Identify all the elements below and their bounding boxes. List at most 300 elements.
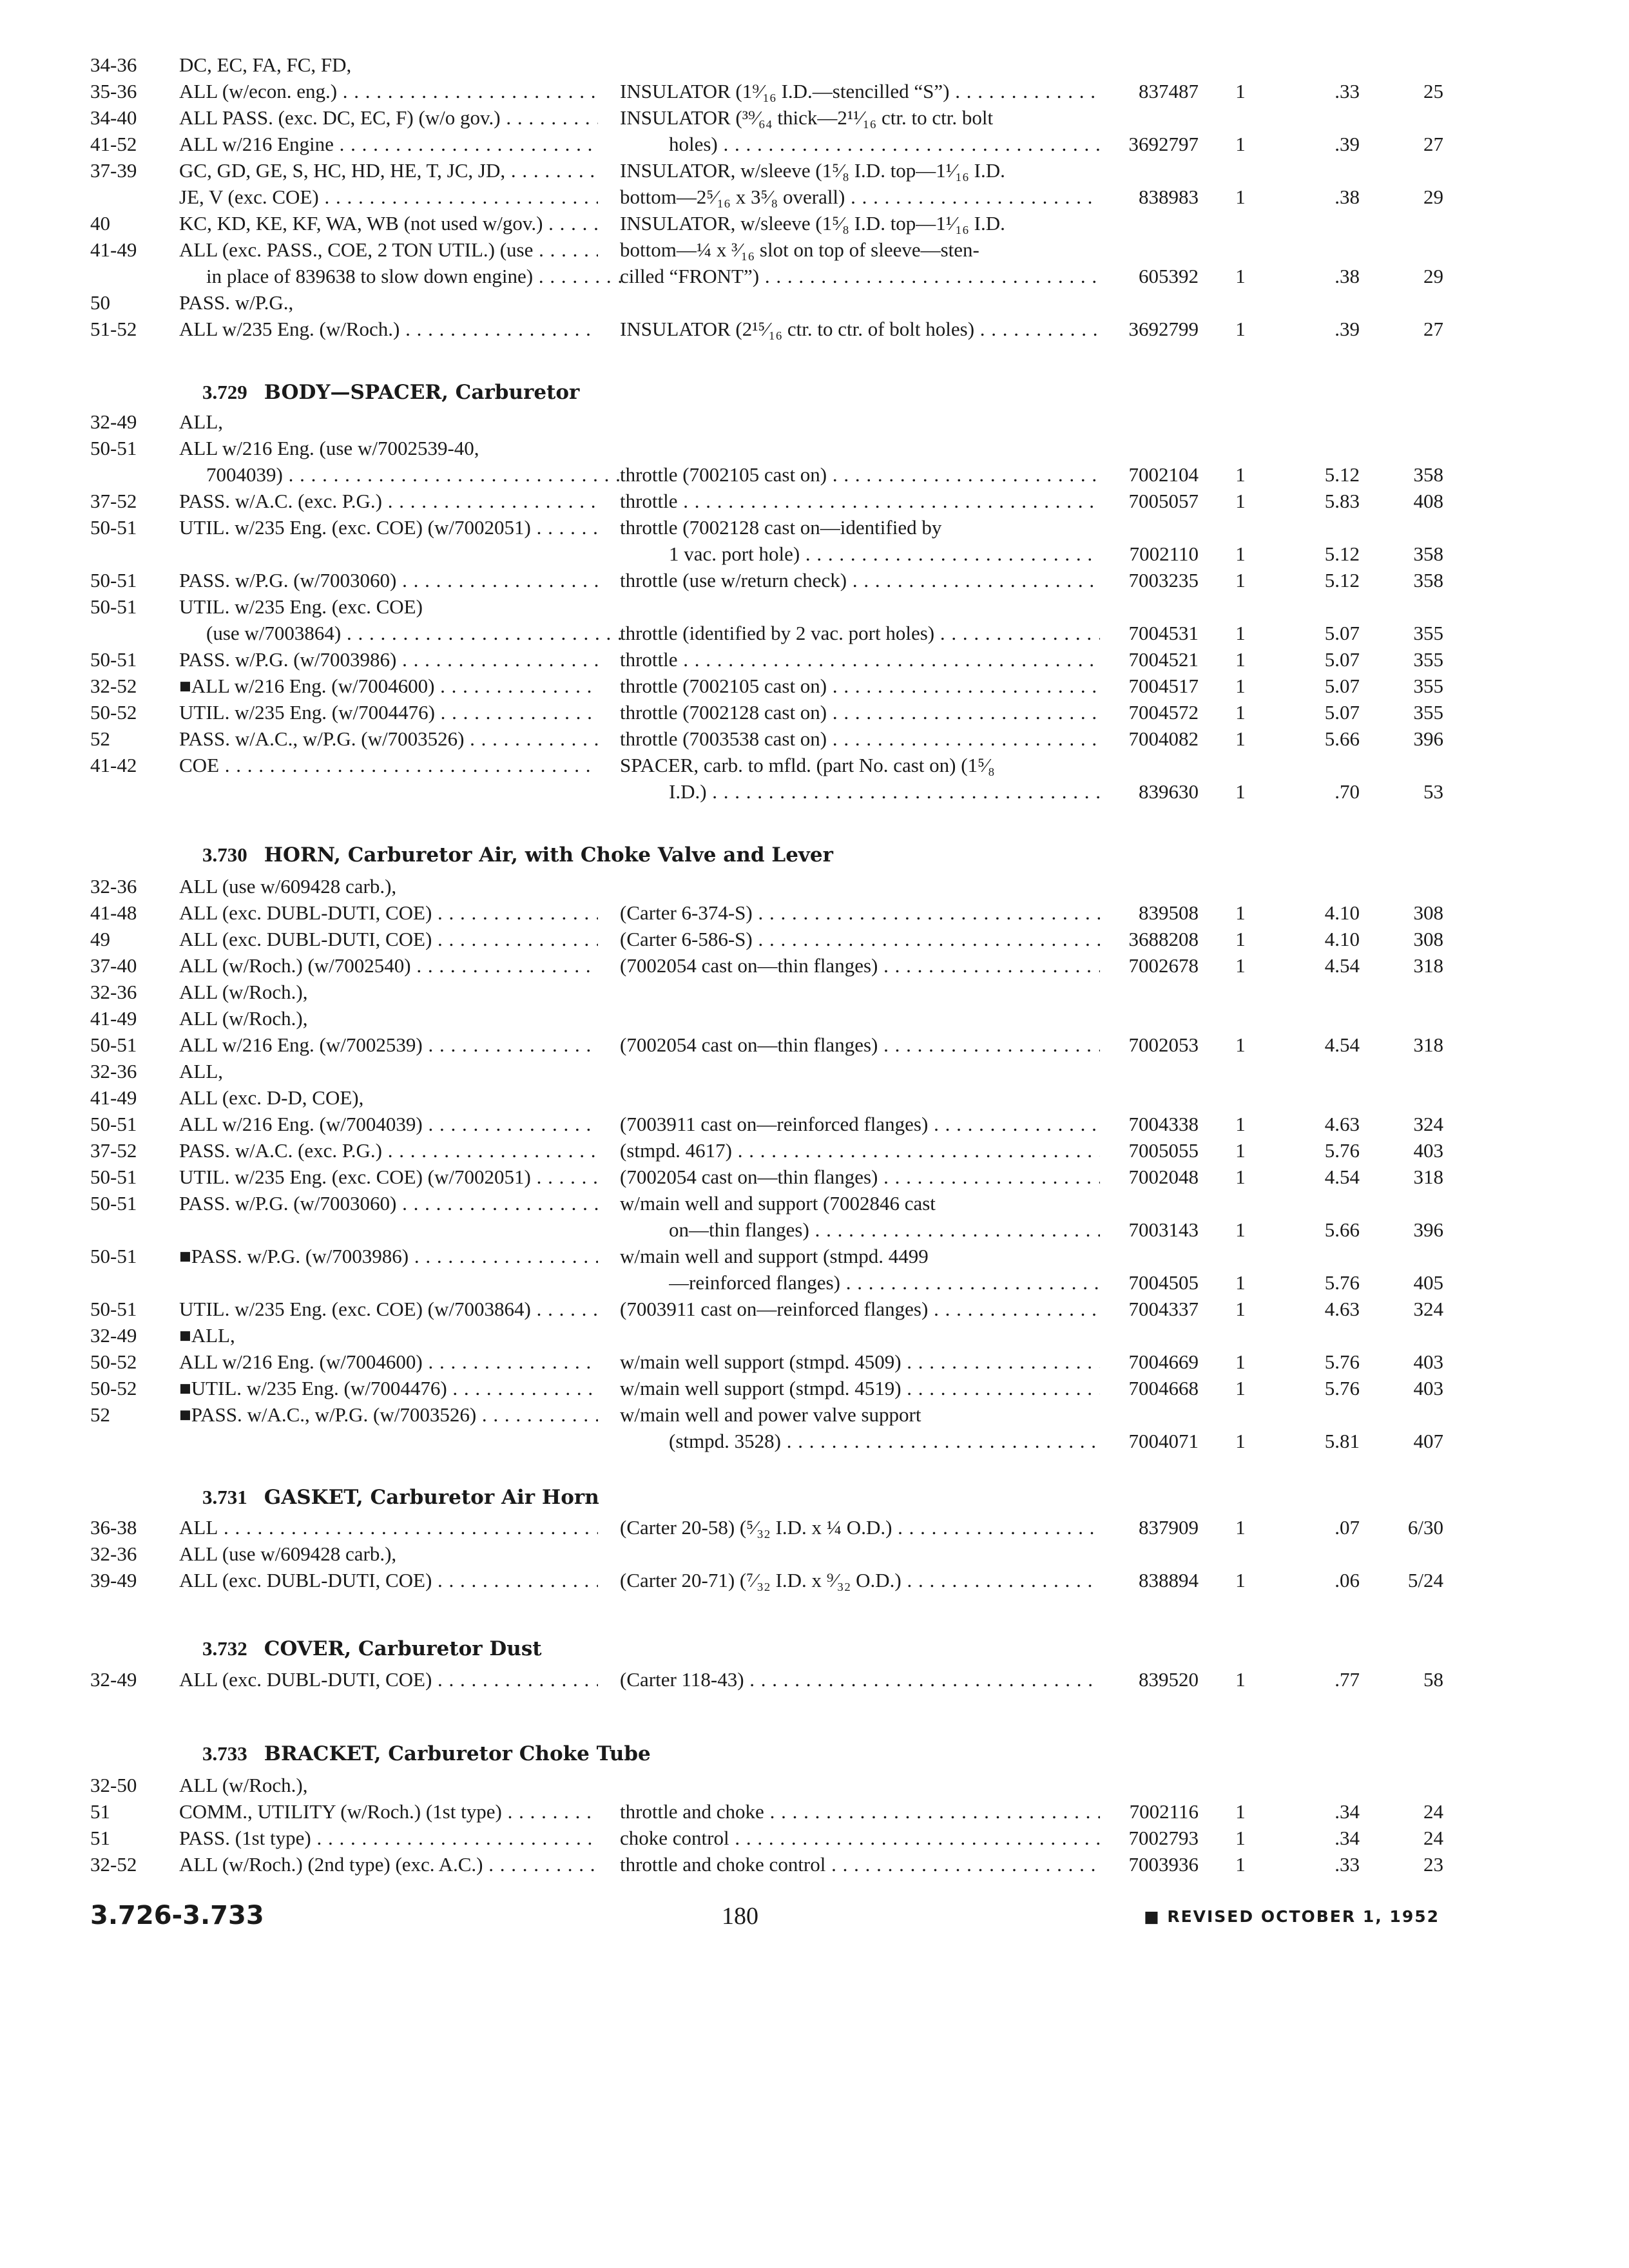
year-range: 37-40 (90, 954, 137, 977)
model-application: ALL PASS. (exc. DC, EC, F) (w/o gov.) . . . (179, 104, 598, 131)
part-description: w/main well and support (stmpd. 4499 (620, 1245, 929, 1267)
table-row (0, 461, 1629, 488)
list-price: 5.07 (1324, 675, 1360, 697)
model-application: ALL (w/Roch.), (179, 1774, 308, 1796)
quantity: 1 (1235, 133, 1246, 155)
part-description: w/main well and support (7002846 cast (620, 1192, 936, 1215)
quantity: 1 (1235, 727, 1246, 750)
list-price: 5.07 (1324, 701, 1360, 724)
footer-revised-date: ■ REVISED OCTOBER 1, 1952 (1144, 1907, 1440, 1926)
part-description: throttle and choke control . . . (620, 1851, 1100, 1878)
year-range: 32-50 (90, 1774, 137, 1796)
section-number: 3.729 (202, 381, 247, 403)
quantity: 1 (1235, 1350, 1246, 1373)
part-number: 7003936 (1128, 1853, 1199, 1876)
list-price: 5.66 (1324, 1218, 1360, 1241)
table-row (0, 1825, 1629, 1851)
quantity: 1 (1235, 648, 1246, 671)
weight: 308 (1413, 901, 1443, 924)
part-number: 7004337 (1128, 1298, 1199, 1320)
weight: 396 (1413, 727, 1443, 750)
model-application: UTIL. w/235 Eng. (exc. COE) (w/7003864) . . . (179, 1296, 598, 1322)
year-range: 50-52 (90, 701, 137, 724)
part-description: bottom—2⁵⁄₁₆ x 3⁵⁄₈ overall) . . . (620, 184, 1100, 210)
list-price: 4.63 (1324, 1113, 1360, 1135)
weight: 405 (1413, 1271, 1443, 1294)
model-application: ALL w/216 Eng. (w/7002539) . . . (179, 1032, 598, 1058)
part-number: 7002110 (1129, 543, 1199, 565)
list-price: 5.76 (1324, 1377, 1360, 1399)
model-application: ALL, (179, 1060, 224, 1082)
year-range: 32-49 (90, 410, 137, 433)
part-number: 7002793 (1128, 1827, 1199, 1849)
table-row (0, 157, 1629, 184)
year-range: 32-52 (90, 675, 137, 697)
weight: 27 (1423, 133, 1443, 155)
section-title: BODY—SPACER, Carburetor (264, 381, 580, 404)
part-description: holes) . . . (669, 131, 1100, 157)
table-row (0, 1401, 1629, 1428)
quantity: 1 (1235, 780, 1246, 803)
year-range: 37-52 (90, 1139, 137, 1162)
section-number: 3.731 (202, 1486, 247, 1508)
weight: 358 (1413, 569, 1443, 591)
model-application: DC, EC, FA, FC, FD, (179, 53, 352, 76)
quantity: 1 (1235, 569, 1246, 591)
part-description: (Carter 118-43) . . . (620, 1666, 1100, 1693)
table-row (0, 1243, 1629, 1269)
model-application: ALL (exc. DUBL-DUTI, COE) . . . (179, 1567, 598, 1593)
weight: 355 (1413, 648, 1443, 671)
part-number: 837487 (1139, 80, 1199, 102)
table-row (0, 1032, 1629, 1058)
table-row (0, 752, 1629, 778)
part-description: throttle . . . (620, 646, 1100, 673)
list-price: 5.83 (1324, 490, 1360, 512)
part-number: 7002678 (1128, 954, 1199, 977)
quantity: 1 (1235, 1218, 1246, 1241)
quantity: 1 (1235, 265, 1246, 287)
year-range: 50-51 (90, 437, 137, 459)
model-application: UTIL. w/235 Eng. (exc. COE) (179, 595, 423, 618)
weight: 358 (1413, 543, 1443, 565)
year-range: 32-52 (90, 1853, 137, 1876)
model-application: ALL (use w/609428 carb.), (179, 875, 397, 898)
year-range: 50-51 (90, 1192, 137, 1215)
year-range: 50 (90, 291, 110, 314)
part-description: (7002054 cast on—thin flanges) . . . (620, 1032, 1100, 1058)
year-range: 50-52 (90, 1350, 137, 1373)
quantity: 1 (1235, 80, 1246, 102)
quantity: 1 (1235, 186, 1246, 208)
footer-page-number: 180 (722, 1903, 758, 1930)
table-row (0, 184, 1629, 210)
weight: 396 (1413, 1218, 1443, 1241)
list-price: .33 (1335, 1853, 1360, 1876)
weight: 407 (1413, 1430, 1443, 1452)
part-number: 3688208 (1128, 928, 1199, 950)
part-description: throttle (7002128 cast on—identified by (620, 516, 942, 539)
table-row (0, 104, 1629, 131)
weight: 403 (1413, 1139, 1443, 1162)
model-application: ALL (exc. PASS., COE, 2 TON UTIL.) (use . . . (179, 236, 598, 263)
part-description: (stmpd. 4617) . . . (620, 1137, 1100, 1164)
year-range: 51 (90, 1800, 110, 1823)
weight: 324 (1413, 1113, 1443, 1135)
year-range: 41-49 (90, 238, 137, 261)
part-number: 838894 (1139, 1569, 1199, 1591)
table-row (0, 52, 1629, 78)
table-row (0, 726, 1629, 752)
weight: 318 (1413, 1033, 1443, 1056)
part-description: throttle (use w/return check) . . . (620, 567, 1100, 593)
table-row (0, 1798, 1629, 1825)
year-range: 50-51 (90, 1298, 137, 1320)
model-application: ALL (w/econ. eng.) . . . (179, 78, 598, 104)
part-description: throttle and choke . . . (620, 1798, 1100, 1825)
part-description: (stmpd. 3528) . . . (669, 1428, 1100, 1454)
table-row (0, 1058, 1629, 1084)
table-row (0, 1190, 1629, 1216)
table-row (0, 236, 1629, 263)
model-application: ALL (exc. DUBL-DUTI, COE) . . . (179, 926, 598, 952)
list-price: 4.10 (1324, 901, 1360, 924)
table-row (0, 1666, 1629, 1693)
table-row (0, 899, 1629, 926)
part-description: throttle (identified by 2 vac. port holes) . . . (620, 620, 1100, 646)
part-number: 7004517 (1128, 675, 1199, 697)
list-price: 4.54 (1324, 954, 1360, 977)
part-number: 7004668 (1128, 1377, 1199, 1399)
table-row (0, 1375, 1629, 1401)
part-description: (7003911 cast on—reinforced flanges) . . . (620, 1296, 1100, 1322)
table-row (0, 673, 1629, 699)
weight: 403 (1413, 1350, 1443, 1373)
table-row (0, 488, 1629, 514)
quantity: 1 (1235, 1827, 1246, 1849)
list-price: 5.12 (1324, 543, 1360, 565)
table-row (0, 926, 1629, 952)
model-application: ALL (w/Roch.) (w/7002540) . . . (179, 952, 598, 979)
list-price: 5.76 (1324, 1271, 1360, 1294)
weight: 53 (1423, 780, 1443, 803)
table-row (0, 593, 1629, 620)
list-price: 4.54 (1324, 1033, 1360, 1056)
model-application: ALL w/216 Engine . . . (179, 131, 598, 157)
part-number: 7003235 (1128, 569, 1199, 591)
part-number: 7004572 (1128, 701, 1199, 724)
year-range: 32-36 (90, 1060, 137, 1082)
section-number: 3.732 (202, 1637, 247, 1660)
part-number: 605392 (1139, 265, 1199, 287)
part-description: (7003911 cast on—reinforced flanges) . . . (620, 1111, 1100, 1137)
table-row (0, 1164, 1629, 1190)
section-title: BRACKET, Carburetor Choke Tube (264, 1742, 651, 1765)
part-number: 7005055 (1128, 1139, 1199, 1162)
quantity: 1 (1235, 463, 1246, 486)
list-price: .33 (1335, 80, 1360, 102)
list-price: .06 (1335, 1569, 1360, 1591)
list-price: .39 (1335, 133, 1360, 155)
model-application: KC, KD, KE, KF, WA, WB (not used w/gov.) . . . (179, 210, 598, 236)
quantity: 1 (1235, 318, 1246, 340)
list-price: 5.12 (1324, 569, 1360, 591)
year-range: 41-42 (90, 754, 137, 776)
section-heading (202, 841, 833, 869)
table-row (0, 1851, 1629, 1878)
list-price: .70 (1335, 780, 1360, 803)
section-heading (202, 1635, 542, 1663)
part-description: I.D.) . . . (669, 778, 1100, 805)
table-row (0, 1137, 1629, 1164)
model-application: ■PASS. w/P.G. (w/7003986) . . . (179, 1243, 598, 1269)
year-range: 51-52 (90, 318, 137, 340)
year-range: 50-51 (90, 1245, 137, 1267)
model-application: ALL . . . (179, 1514, 598, 1541)
table-row (0, 1772, 1629, 1798)
year-range: 32-36 (90, 1542, 137, 1565)
model-application: ALL (w/Roch.), (179, 1007, 308, 1030)
part-description: throttle (7002128 cast on) . . . (620, 699, 1100, 726)
model-application: (use w/7003864) . . . (206, 620, 625, 646)
table-row (0, 979, 1629, 1005)
weight: 5/24 (1407, 1569, 1443, 1591)
table-row (0, 541, 1629, 567)
table-row (0, 1349, 1629, 1375)
part-description: INSULATOR (³⁹⁄₆₄ thick—2¹¹⁄₁₆ ctr. to ctr. bolt (620, 106, 994, 129)
list-price: .38 (1335, 265, 1360, 287)
part-description: (Carter 6-586-S) . . . (620, 926, 1100, 952)
part-number: 7005057 (1128, 490, 1199, 512)
year-range: 52 (90, 727, 110, 750)
part-description: bottom—¼ x ³⁄₁₆ slot on top of sleeve—sten- (620, 238, 979, 261)
table-row (0, 778, 1629, 805)
weight: 6/30 (1407, 1516, 1443, 1539)
year-range: 41-49 (90, 1086, 137, 1109)
weight: 24 (1423, 1800, 1443, 1823)
table-row (0, 1322, 1629, 1349)
table-row (0, 1216, 1629, 1243)
section-title: GASKET, Carburetor Air Horn (264, 1486, 599, 1509)
table-row (0, 1111, 1629, 1137)
weight: 324 (1413, 1298, 1443, 1320)
part-number: 7002053 (1128, 1033, 1199, 1056)
model-application: COMM., UTILITY (w/Roch.) (1st type) . . . (179, 1798, 598, 1825)
table-row (0, 1428, 1629, 1454)
part-description: (7002054 cast on—thin flanges) . . . (620, 1164, 1100, 1190)
section-number: 3.733 (202, 1742, 247, 1765)
quantity: 1 (1235, 1166, 1246, 1188)
year-range: 50-51 (90, 516, 137, 539)
part-description: SPACER, carb. to mfld. (part No. cast on) (1⁵⁄₈ (620, 754, 995, 776)
model-application: ALL (use w/609428 carb.), (179, 1542, 397, 1565)
part-description: w/main well and power valve support (620, 1403, 921, 1426)
weight: 355 (1413, 622, 1443, 644)
model-application: UTIL. w/235 Eng. (exc. COE) (w/7002051) . . . (179, 1164, 598, 1190)
list-price: 5.12 (1324, 463, 1360, 486)
model-application: PASS. w/P.G. (w/7003060) . . . (179, 1190, 598, 1216)
year-range: 32-49 (90, 1324, 137, 1347)
model-application: GC, GD, GE, S, HC, HD, HE, T, JC, JD, . . . (179, 157, 598, 184)
year-range: 51 (90, 1827, 110, 1849)
part-number: 839630 (1139, 780, 1199, 803)
table-row (0, 952, 1629, 979)
list-price: .39 (1335, 318, 1360, 340)
section-title: COVER, Carburetor Dust (264, 1637, 542, 1660)
weight: 24 (1423, 1827, 1443, 1849)
weight: 318 (1413, 1166, 1443, 1188)
model-application: PASS. w/P.G. (w/7003986) . . . (179, 646, 598, 673)
model-application: ALL, (179, 410, 224, 433)
part-description: INSULATOR (2¹⁵⁄₁₆ ctr. to ctr. of bolt holes) . . . (620, 316, 1100, 342)
part-description: (Carter 20-71) (⁷⁄₃₂ I.D. x ⁹⁄₃₂ O.D.) . . . (620, 1567, 1100, 1593)
part-description: throttle (7003538 cast on) . . . (620, 726, 1100, 752)
year-range: 34-36 (90, 53, 137, 76)
list-price: 4.10 (1324, 928, 1360, 950)
part-description: INSULATOR, w/sleeve (1⁵⁄₈ I.D. top—1¹⁄₁₆ I.D. (620, 159, 1005, 182)
model-application: ALL (exc. D-D, COE), (179, 1086, 364, 1109)
table-row (0, 620, 1629, 646)
quantity: 1 (1235, 701, 1246, 724)
section-title: HORN, Carburetor Air, with Choke Valve and Lever (264, 843, 833, 867)
year-range: 52 (90, 1403, 110, 1426)
part-number: 7002116 (1129, 1800, 1199, 1823)
table-row (0, 289, 1629, 316)
model-application: ALL w/216 Eng. (w/7004039) . . . (179, 1111, 598, 1137)
quantity: 1 (1235, 1377, 1246, 1399)
list-price: 5.76 (1324, 1350, 1360, 1373)
weight: 355 (1413, 675, 1443, 697)
part-number: 7004531 (1128, 622, 1199, 644)
part-number: 839520 (1139, 1668, 1199, 1691)
list-price: 5.76 (1324, 1139, 1360, 1162)
quantity: 1 (1235, 622, 1246, 644)
model-application: 7004039) . . . (206, 461, 625, 488)
part-number: 7002048 (1128, 1166, 1199, 1188)
part-description: INSULATOR, w/sleeve (1⁵⁄₈ I.D. top—1¹⁄₁₆ I.D. (620, 212, 1005, 235)
list-price: .07 (1335, 1516, 1360, 1539)
year-range: 41-49 (90, 1007, 137, 1030)
part-number: 7004505 (1128, 1271, 1199, 1294)
footer-section-range: 3.726-3.733 (90, 1901, 264, 1930)
model-application: PASS. w/P.G., (179, 291, 294, 314)
model-application: PASS. (1st type) . . . (179, 1825, 598, 1851)
part-number: 7003143 (1128, 1218, 1199, 1241)
model-application: ALL (w/Roch.) (2nd type) (exc. A.C.) . . . (179, 1851, 598, 1878)
weight: 308 (1413, 928, 1443, 950)
part-description: INSULATOR (1⁹⁄₁₆ I.D.—stencilled “S”) . . . (620, 78, 1100, 104)
year-range: 50-51 (90, 1033, 137, 1056)
table-row (0, 435, 1629, 461)
table-row (0, 78, 1629, 104)
weight: 318 (1413, 954, 1443, 977)
quantity: 1 (1235, 1853, 1246, 1876)
model-application: ■ALL w/216 Eng. (w/7004600) . . . (179, 673, 598, 699)
year-range: 40 (90, 212, 110, 235)
year-range: 32-49 (90, 1668, 137, 1691)
part-description: throttle (7002105 cast on) . . . (620, 673, 1100, 699)
table-row (0, 1567, 1629, 1593)
quantity: 1 (1235, 675, 1246, 697)
table-row (0, 514, 1629, 541)
section-heading (202, 378, 579, 407)
model-application: PASS. w/P.G. (w/7003060) . . . (179, 567, 598, 593)
weight: 29 (1423, 186, 1443, 208)
table-row (0, 263, 1629, 289)
part-description: on—thin flanges) . . . (669, 1216, 1100, 1243)
table-row (0, 408, 1629, 435)
table-row (0, 1541, 1629, 1567)
model-application: UTIL. w/235 Eng. (w/7004476) . . . (179, 699, 598, 726)
year-range: 35-36 (90, 80, 137, 102)
quantity: 1 (1235, 543, 1246, 565)
part-description: w/main well support (stmpd. 4519) . . . (620, 1375, 1100, 1401)
list-price: .38 (1335, 186, 1360, 208)
quantity: 1 (1235, 954, 1246, 977)
year-range: 36-38 (90, 1516, 137, 1539)
weight: 355 (1413, 701, 1443, 724)
table-row (0, 567, 1629, 593)
part-number: 7004669 (1128, 1350, 1199, 1373)
quantity: 1 (1235, 1298, 1246, 1320)
part-description: cilled “FRONT”) . . . (620, 263, 1100, 289)
part-number: 7004338 (1128, 1113, 1199, 1135)
quantity: 1 (1235, 1430, 1246, 1452)
list-price: 5.81 (1324, 1430, 1360, 1452)
weight: 403 (1413, 1377, 1443, 1399)
year-range: 49 (90, 928, 110, 950)
part-description: —reinforced flanges) . . . (669, 1269, 1100, 1296)
part-description: (Carter 20-58) (⁵⁄₃₂ I.D. x ¼ O.D.) . . . (620, 1514, 1100, 1541)
model-application: ALL (exc. DUBL-DUTI, COE) . . . (179, 899, 598, 926)
section-heading (202, 1740, 651, 1768)
list-price: 5.07 (1324, 648, 1360, 671)
model-application: PASS. w/A.C., w/P.G. (w/7003526) . . . (179, 726, 598, 752)
year-range: 50-51 (90, 648, 137, 671)
table-row (0, 699, 1629, 726)
weight: 25 (1423, 80, 1443, 102)
year-range: 50-51 (90, 1166, 137, 1188)
part-number: 7004071 (1128, 1430, 1199, 1452)
model-application: ALL w/216 Eng. (w/7004600) . . . (179, 1349, 598, 1375)
year-range: 41-48 (90, 901, 137, 924)
year-range: 32-36 (90, 875, 137, 898)
part-description: w/main well support (stmpd. 4509) . . . (620, 1349, 1100, 1375)
year-range: 50-51 (90, 1113, 137, 1135)
model-application: ALL (w/Roch.), (179, 981, 308, 1003)
quantity: 1 (1235, 1271, 1246, 1294)
section-heading (202, 1483, 599, 1512)
model-application: PASS. w/A.C. (exc. P.G.) . . . (179, 488, 598, 514)
table-row (0, 316, 1629, 342)
quantity: 1 (1235, 928, 1246, 950)
list-price: .77 (1335, 1668, 1360, 1691)
part-number: 3692799 (1128, 318, 1199, 340)
year-range: 50-51 (90, 595, 137, 618)
weight: 408 (1413, 490, 1443, 512)
section-number: 3.730 (202, 843, 247, 866)
model-application: JE, V (exc. COE) . . . (179, 184, 598, 210)
quantity: 1 (1235, 901, 1246, 924)
weight: 29 (1423, 265, 1443, 287)
model-application: ■PASS. w/A.C., w/P.G. (w/7003526) . . . (179, 1401, 598, 1428)
year-range: 39-49 (90, 1569, 137, 1591)
model-application: ALL w/216 Eng. (use w/7002539-40, (179, 437, 479, 459)
table-row (0, 1269, 1629, 1296)
table-row (0, 1084, 1629, 1111)
part-number: 7004082 (1128, 727, 1199, 750)
list-price: 5.07 (1324, 622, 1360, 644)
